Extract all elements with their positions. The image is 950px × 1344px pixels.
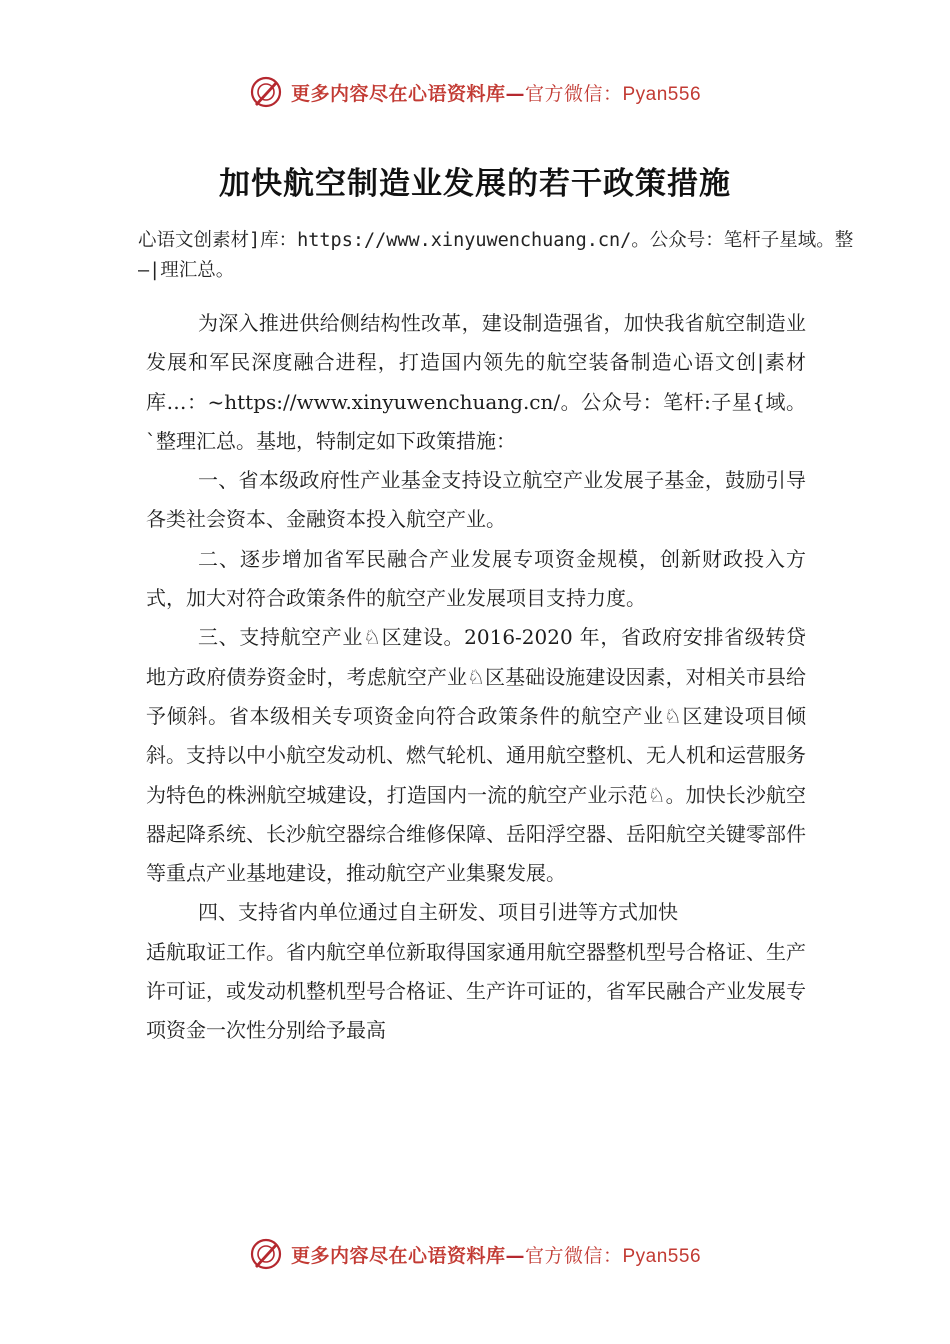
pen-circle-logo-icon [249,75,283,109]
policy-item-4-continued: 适航取证工作。省内航空单位新取得国家通用航空器整机型号合格证、生产许可证，或发动机整机型号合格证、生产许可证的，省军民融合产业发展专项资金一次性分别给予最高 [146,939,806,1043]
pen-circle-logo-icon [249,1237,283,1271]
policy-item-1: 一、省本级政府性产业基金支持设立航空产业发展子基金，鼓励引导各类社会资本、金融资本投入航空产业。 [146,468,806,532]
banner-text: 更多内容尽在心语资料库—官方微信：Pyan556 [290,82,702,105]
footer-banner [0,1232,950,1276]
intro-paragraph: 为深入推进供给侧结构性改革，建设制造强省，加快我省航空制造业发展和军民深度融合进程，打造国内领先的航空装备制造心语文创|素材库…：~https://www.xinyuwenchuang.cn/。公众号：笔杆:子星{域。`整理汇总。基地，特制定如下政策措施： [146,311,806,453]
document-title: 加快航空制造业发展的若干政策措施 [219,166,731,202]
banner-text: 更多内容尽在心语资料库—官方微信：Pyan556 [290,1244,702,1267]
policy-item-3: 三、支持航空产业♘区建设。2016-2020 年，省政府安排省级转贷地方政府债券资金时，考虑航空产业♘区基础设施建设因素，对相关市县给予倾斜。省本级相关专项资金向符合政策条件的航空产业♘区建设项目倾斜。支持以中小航空发动机、燃气轮机、通用航空整机、无人机和运营服务为特色的株洲航空城建设，打造国内一流的航空产业示范♘。加快长沙航空器起降系统、长沙航空器综合维修保障、岳阳浮空器、岳阳航空关键零部件等重点产业基地建设，推动航空产业集聚发展。 [146,625,806,886]
header-banner [0,70,950,114]
document-body [146,304,806,1051]
policy-item-2: 二、逐步增加省军民融合产业发展专项资金规模，创新财政投入方式，加大对符合政策条件的航空产业发展项目支持力度。 [146,546,806,611]
source-watermark-line: 心语文创素材]库：https://www.xinyuwenchuang.cn/。公众号：笔杆子星域。整—|理汇总。 [138,230,854,281]
policy-item-4-first-line: 四、支持省内单位通过自主研发、项目引进等方式加快 [198,900,678,925]
